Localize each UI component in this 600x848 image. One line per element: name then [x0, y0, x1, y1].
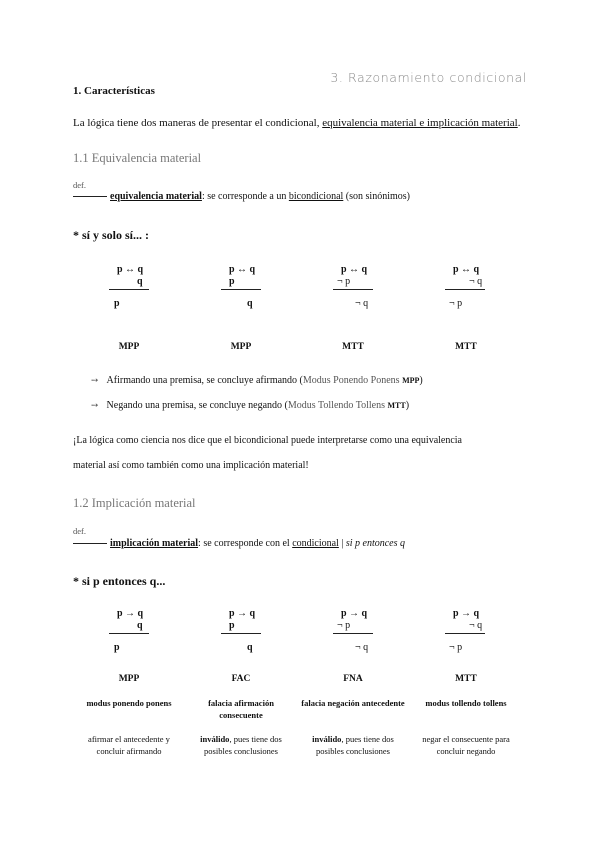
- subsection-title-1-2: 1.2 Implicación material: [73, 496, 196, 510]
- verdict-text: , pues tiene dos posibles conclusiones: [316, 734, 394, 756]
- definition-mid: : se corresponde con el: [198, 538, 293, 549]
- rule-label: MPP: [118, 342, 140, 352]
- rule-verdict: [298, 733, 408, 757]
- conclusion: ¬ q: [355, 298, 369, 309]
- conclusion: ¬ p: [449, 298, 463, 309]
- bullet-abbr: MPP: [402, 376, 420, 385]
- section-title: 1. Características: [73, 85, 155, 97]
- premise-1: p ↔ q: [229, 264, 256, 275]
- conclusion: q: [247, 642, 253, 653]
- inference-column: [445, 608, 505, 653]
- definition-line: [73, 538, 405, 549]
- def-label: def.: [73, 180, 86, 190]
- inference-column: [221, 608, 281, 653]
- premise-2: ¬ q: [469, 620, 483, 631]
- definition-sep: |: [338, 538, 346, 549]
- inference-bar: [221, 633, 261, 634]
- inference-bar: [109, 633, 149, 634]
- definition-term: implicación material: [110, 538, 199, 549]
- premise-2: q: [137, 620, 143, 631]
- bullet-item: [91, 375, 423, 386]
- note-line-2: material así como también como una implicación material!: [73, 460, 309, 471]
- rule-label: FNA: [343, 674, 363, 684]
- inference-bar: [445, 289, 485, 290]
- def-label: def.: [73, 526, 86, 536]
- rule-label: MPP: [118, 674, 140, 684]
- verdict-text: negar el consecuente para concluir negando: [422, 734, 510, 756]
- bullet-close: ): [405, 400, 410, 411]
- bullet-latin: Modus Tollendo Tollens: [287, 400, 385, 411]
- definition-link: bicondicional: [288, 191, 344, 202]
- verdict-bold: inválido: [200, 734, 230, 744]
- verdict-text: afirmar el antecedente y concluir afirmando: [88, 734, 170, 756]
- bullet-latin: Modus Ponendo Ponens: [302, 375, 400, 386]
- rule-description: falacia afirmación consecuente: [208, 698, 274, 720]
- rule-verdict: [411, 733, 521, 757]
- premise-1: p ↔ q: [117, 264, 144, 275]
- premise-2: ¬ p: [337, 276, 351, 287]
- definition-mid: : se corresponde a un: [201, 191, 289, 202]
- premise-1: p ↔ q: [453, 264, 480, 275]
- definition-italic: si p entonces q: [345, 538, 406, 549]
- rule-label: MPP: [230, 342, 252, 352]
- definition-rule: [73, 543, 107, 544]
- subsection-title-1-1: 1.1 Equivalencia material: [73, 151, 202, 165]
- verdict-bold: inválido: [312, 734, 342, 744]
- note-line-1: ¡La lógica como ciencia nos dice que el bicondicional puede interpretarse como una equivalencia: [73, 435, 462, 446]
- rule-description: modus tollendo tollens: [425, 698, 507, 708]
- premise-2: ¬ q: [469, 276, 483, 287]
- rule-description: falacia negación antecedente: [301, 698, 405, 708]
- conclusion: ¬ p: [449, 642, 463, 653]
- rule-verdict: [74, 733, 184, 757]
- premise-1: p → q: [453, 608, 480, 619]
- inference-bar: [109, 289, 149, 290]
- rule-description: modus ponendo ponens: [86, 698, 172, 708]
- inference-column: [333, 608, 393, 653]
- bullet-text: Afirmando una premisa, se concluye afirmando (: [106, 375, 303, 386]
- premise-1: p → q: [117, 608, 144, 619]
- rule-label: MTT: [342, 342, 364, 352]
- subheading: * si p entonces q...: [73, 574, 166, 588]
- premise-1: p → q: [229, 608, 256, 619]
- premise-2: p: [229, 620, 235, 631]
- premise-1: p ↔ q: [341, 264, 368, 275]
- inference-column: [109, 608, 169, 653]
- definition-tail: (son sinónimos): [343, 191, 410, 202]
- bullet-close: ): [419, 375, 423, 386]
- definition-rule: [73, 196, 107, 197]
- premise-1: p → q: [341, 608, 368, 619]
- inference-column: [445, 264, 505, 309]
- conclusion: ¬ q: [355, 642, 369, 653]
- conclusion: p: [114, 298, 120, 309]
- conclusion: q: [247, 298, 253, 309]
- inference-column: [109, 264, 169, 309]
- arrow-icon: ➙: [91, 400, 99, 410]
- intro-period: .: [517, 117, 521, 129]
- verdict-text: , pues tiene dos posibles conclusiones: [204, 734, 282, 756]
- inference-bar: [445, 633, 485, 634]
- bullet-text: Negando una premisa, se concluye negando (: [106, 400, 288, 411]
- conclusion: p: [114, 642, 120, 653]
- arrow-icon: ➙: [91, 375, 99, 385]
- premise-2: p: [229, 276, 235, 287]
- intro-underlined: equivalencia material e implicación material: [322, 117, 518, 129]
- definition-term: equivalencia material: [110, 191, 202, 202]
- inference-bar: [333, 289, 373, 290]
- rule-verdict: [186, 733, 296, 757]
- premise-2: ¬ p: [337, 620, 351, 631]
- definition-link: condicional: [292, 538, 339, 549]
- subheading: * sí y solo sí... :: [73, 228, 150, 242]
- rule-label: MTT: [455, 674, 477, 684]
- bullet-item: [91, 400, 409, 411]
- intro-paragraph: [73, 116, 520, 130]
- rule-label: MTT: [455, 342, 477, 352]
- definition-line: [73, 191, 410, 202]
- premise-2: q: [137, 276, 143, 287]
- inference-column: [221, 264, 281, 309]
- rule-label: FAC: [231, 674, 251, 684]
- bullet-abbr: MTT: [387, 401, 406, 410]
- intro-text: La lógica tiene dos maneras de presentar el condicional,: [73, 117, 323, 129]
- inference-column: [333, 264, 393, 309]
- chapter-header: 3. Razonamiento condicional: [330, 70, 527, 85]
- inference-bar: [221, 289, 261, 290]
- inference-bar: [333, 633, 373, 634]
